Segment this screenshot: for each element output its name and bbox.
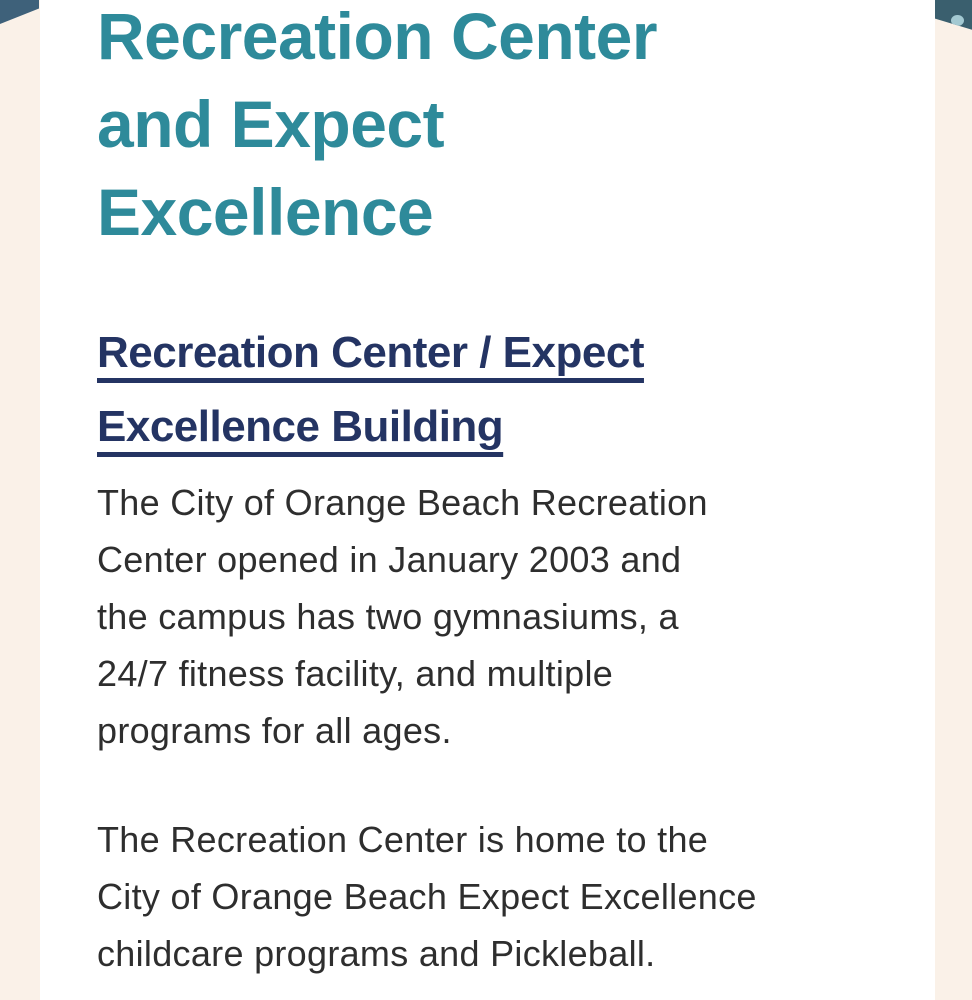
content-panel bbox=[40, 0, 935, 1000]
programs-paragraph-line: The Recreation Center is home to the bbox=[97, 819, 709, 860]
programs-paragraph-line: childcare programs and Pickleball. bbox=[97, 933, 656, 974]
intro-paragraph-line: The City of Orange Beach Recreation bbox=[97, 482, 708, 523]
background-photo-fragment-right bbox=[933, 0, 972, 31]
intro-paragraph bbox=[97, 474, 905, 759]
page-title-line: and Expect bbox=[97, 87, 445, 161]
section-heading-link-line[interactable]: Excellence Building bbox=[97, 402, 504, 451]
page-title-line: Recreation Center bbox=[97, 0, 658, 73]
page-title-line: Excellence bbox=[97, 175, 434, 249]
intro-paragraph-line: Center opened in January 2003 and bbox=[97, 539, 682, 580]
intro-paragraph-line: the campus has two gymnasiums, a bbox=[97, 596, 679, 637]
section-heading-link[interactable] bbox=[97, 316, 905, 464]
programs-paragraph bbox=[97, 811, 905, 982]
intro-paragraph-line: 24/7 fitness facility, and multiple bbox=[97, 653, 614, 694]
background-photo-fragment-left bbox=[0, 0, 39, 25]
photo-highlight-dot bbox=[951, 15, 964, 26]
page-title bbox=[97, 0, 905, 256]
programs-paragraph-line: City of Orange Beach Expect Excellence bbox=[97, 876, 757, 917]
intro-paragraph-line: programs for all ages. bbox=[97, 710, 452, 751]
section-heading-link-line[interactable]: Recreation Center / Expect bbox=[97, 328, 644, 377]
